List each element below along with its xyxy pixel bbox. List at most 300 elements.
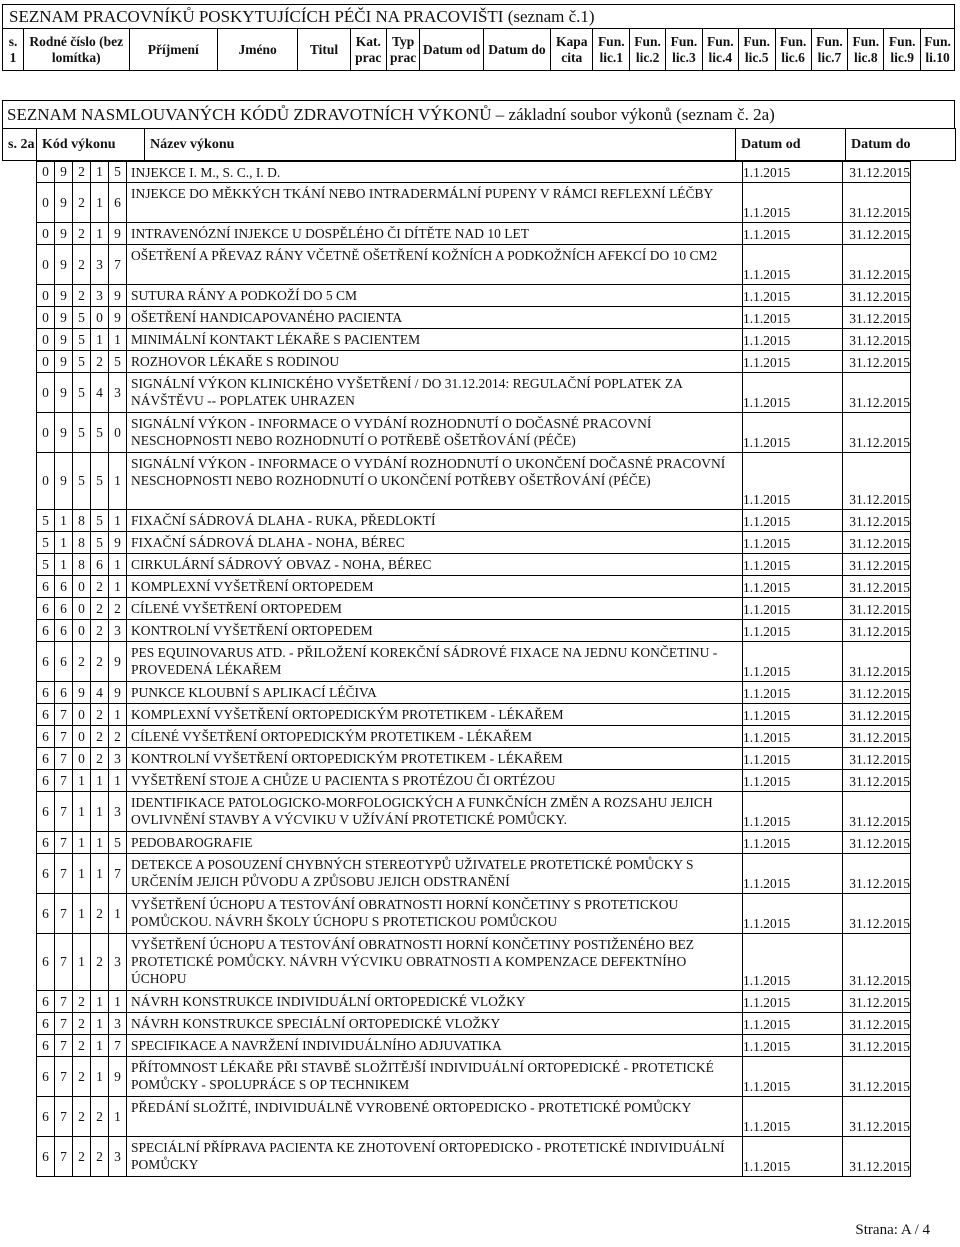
code-digit: 5 [73,351,91,373]
code-digit: 0 [37,245,55,285]
date-from: 1.1.2015 [743,285,843,307]
list1-header-19: Fun. li.10 [921,29,955,71]
table-row [37,726,911,748]
code-digit: 2 [73,991,91,1013]
code-digit: 3 [109,792,127,832]
code-digit: 5 [73,307,91,329]
date-from: 1.1.2015 [743,554,843,576]
list1-title: SEZNAM PRACOVNÍKŮ POSKYTUJÍCÍCH PÉČI NA PRACOVIŠTI (seznam č.1) [2,4,955,28]
code-digit: 8 [73,510,91,532]
code-digit: 1 [91,183,109,223]
code-digit: 5 [73,373,91,413]
code-digit: 7 [55,1035,73,1057]
table-row [37,554,911,576]
procedure-name: PŘÍTOMNOST LÉKAŘE PŘI STAVBĚ SLOŽITĚJŠÍ INDIVIDUÁLNÍ ORTOPEDICKÉ - PROTETICKÉ POMŮCKY - SPOLUPRÁCE S OP TECHNIKEM [127,1057,743,1097]
code-digit: 7 [55,832,73,854]
code-digit: 6 [37,894,55,934]
list1-header-6: Typ prac [386,29,420,71]
code-digit: 3 [109,373,127,413]
code-digit: 6 [37,726,55,748]
procedure-name: SIGNÁLNÍ VÝKON - INFORMACE O VYDÁNÍ ROZHODNUTÍ O DOČASNÉ PRACOVNÍ NESCHOPNOSTI NEBO ROZHODNUTÍ O POTŘEBĚ OŠETŘOVÁNÍ (PÉČE) [127,413,743,453]
date-to: 31.12.2015 [843,832,911,854]
code-digit: 1 [109,991,127,1013]
date-to: 31.12.2015 [843,598,911,620]
date-to: 31.12.2015 [843,576,911,598]
date-from: 1.1.2015 [743,854,843,894]
code-digit: 1 [109,704,127,726]
date-from: 1.1.2015 [743,351,843,373]
code-digit: 5 [73,453,91,510]
table-row [37,620,911,642]
list1-header-7: Datum od [420,29,483,71]
code-digit: 2 [109,726,127,748]
date-from: 1.1.2015 [743,245,843,285]
table-row [37,285,911,307]
date-to: 31.12.2015 [843,351,911,373]
date-from: 1.1.2015 [743,532,843,554]
code-digit: 1 [109,894,127,934]
code-digit: 5 [109,832,127,854]
code-digit: 2 [91,1097,109,1137]
header-date-from: Datum od [736,129,846,161]
code-digit: 5 [73,413,91,453]
code-digit: 2 [73,1097,91,1137]
list1-header-2: Příjmení [129,29,218,71]
code-digit: 9 [55,351,73,373]
code-digit: 0 [73,620,91,642]
code-digit: 2 [73,162,91,183]
list1-header-14: Fun. lic.5 [738,29,775,71]
code-digit: 6 [55,598,73,620]
date-from: 1.1.2015 [743,934,843,991]
date-from: 1.1.2015 [743,223,843,245]
code-digit: 3 [109,1013,127,1035]
code-digit: 5 [73,329,91,351]
procedure-name: FIXAČNÍ SÁDROVÁ DLAHA - NOHA, BÉREC [127,532,743,554]
table-row [37,162,911,183]
table-row [37,1057,911,1097]
procedure-name: CÍLENÉ VYŠETŘENÍ ORTOPEDEM [127,598,743,620]
table-row [37,832,911,854]
list1-header-17: Fun. lic.8 [848,29,884,71]
code-digit: 6 [55,642,73,682]
date-from: 1.1.2015 [743,704,843,726]
code-digit: 9 [55,183,73,223]
date-from: 1.1.2015 [743,307,843,329]
code-digit: 2 [91,598,109,620]
code-digit: 2 [91,726,109,748]
date-to: 31.12.2015 [843,245,911,285]
code-digit: 3 [109,748,127,770]
procedure-name: IDENTIFIKACE PATOLOGICKO-MORFOLOGICKÝCH A FUNKČNÍCH ZMĚN A ROZSAHU JEJICH OVLIVNĚNÍ STAVBY A VÝCVIKU V UŽÍVÁNÍ PROTETICKÉ POMŮCKY. [127,792,743,832]
date-to: 31.12.2015 [843,413,911,453]
header-s2a: s. 2a [3,129,37,161]
procedure-name: INTRAVENÓZNÍ INJEKCE U DOSPĚLÉHO ČI DÍTĚTE NAD 10 LET [127,223,743,245]
date-from: 1.1.2015 [743,453,843,510]
procedure-name: CÍLENÉ VYŠETŘENÍ ORTOPEDICKÝM PROTETIKEM - LÉKAŘEM [127,726,743,748]
code-digit: 9 [55,413,73,453]
code-digit: 6 [37,748,55,770]
list1-header-10: Fun. lic.1 [593,29,630,71]
code-digit: 7 [55,854,73,894]
code-digit: 1 [109,770,127,792]
code-digit: 0 [37,413,55,453]
table-row [37,245,911,285]
procedure-name: MINIMÁLNÍ KONTAKT LÉKAŘE S PACIENTEM [127,329,743,351]
code-digit: 0 [37,285,55,307]
code-digit: 6 [109,183,127,223]
code-digit: 7 [55,1013,73,1035]
header-date-to: Datum do [846,129,956,161]
procedure-name: PEDOBAROGRAFIE [127,832,743,854]
code-digit: 9 [55,453,73,510]
code-digit: 6 [37,1057,55,1097]
code-digit: 9 [109,682,127,704]
code-digit: 1 [109,554,127,576]
date-to: 31.12.2015 [843,1035,911,1057]
code-digit: 2 [109,598,127,620]
code-digit: 0 [73,598,91,620]
code-digit: 2 [91,894,109,934]
date-from: 1.1.2015 [743,1097,843,1137]
date-to: 31.12.2015 [843,642,911,682]
date-from: 1.1.2015 [743,329,843,351]
procedure-name: VYŠETŘENÍ ÚCHOPU A TESTOVÁNÍ OBRATNOSTI HORNÍ KONČETINY POSTIŽENÉHO BEZ PROTETICKÉ POMŮCKY. NÁVRH VÝCVIKU OBRATNOSTI A KOMPENZACE DEFEKTNÍHO ÚCHOPU [127,934,743,991]
code-digit: 1 [73,854,91,894]
code-digit: 0 [37,183,55,223]
code-digit: 6 [37,1013,55,1035]
date-from: 1.1.2015 [743,162,843,183]
code-digit: 2 [73,245,91,285]
code-digit: 6 [37,934,55,991]
code-digit: 9 [55,285,73,307]
code-digit: 6 [37,991,55,1013]
code-digit: 6 [55,620,73,642]
date-to: 31.12.2015 [843,854,911,894]
code-digit: 6 [55,682,73,704]
code-digit: 5 [109,351,127,373]
code-digit: 9 [55,162,73,183]
table-row [37,183,911,223]
table-row [37,351,911,373]
code-digit: 2 [73,1013,91,1035]
code-digit: 1 [55,532,73,554]
code-digit: 6 [37,854,55,894]
code-digit: 4 [91,373,109,413]
list1-header-5: Kat. prac [350,29,386,71]
code-digit: 2 [91,1137,109,1177]
table-row [37,1035,911,1057]
code-digit: 9 [73,682,91,704]
code-digit: 1 [91,832,109,854]
date-to: 31.12.2015 [843,453,911,510]
code-digit: 0 [91,307,109,329]
code-digit: 6 [37,770,55,792]
date-to: 31.12.2015 [843,183,911,223]
procedure-name: NÁVRH KONSTRUKCE INDIVIDUÁLNÍ ORTOPEDICKÉ VLOŽKY [127,991,743,1013]
table-row [37,532,911,554]
table-row [37,598,911,620]
date-to: 31.12.2015 [843,373,911,413]
table-row [37,934,911,991]
code-digit: 1 [91,162,109,183]
table-row [37,748,911,770]
date-to: 31.12.2015 [843,307,911,329]
code-digit: 6 [37,620,55,642]
date-from: 1.1.2015 [743,770,843,792]
code-digit: 2 [91,704,109,726]
table-row [37,642,911,682]
procedure-name: NÁVRH KONSTRUKCE SPECIÁLNÍ ORTOPEDICKÉ VLOŽKY [127,1013,743,1035]
code-digit: 7 [55,770,73,792]
code-digit: 1 [91,792,109,832]
code-digit: 1 [73,770,91,792]
code-digit: 2 [73,1137,91,1177]
code-digit: 7 [109,245,127,285]
code-digit: 2 [73,642,91,682]
code-digit: 1 [73,934,91,991]
code-digit: 9 [109,532,127,554]
date-to: 31.12.2015 [843,1057,911,1097]
code-digit: 5 [91,413,109,453]
staff-list-header-table [2,28,955,71]
code-digit: 9 [109,285,127,307]
procedure-name: PES EQUINOVARUS ATD. - PŘILOŽENÍ KOREKČNÍ SÁDROVÉ FIXACE NA JEDNU KONČETINU - PROVEDENÁ LÉKAŘEM [127,642,743,682]
code-digit: 7 [109,1035,127,1057]
procedure-name: KONTROLNÍ VYŠETŘENÍ ORTOPEDICKÝM PROTETIKEM - LÉKAŘEM [127,748,743,770]
date-to: 31.12.2015 [843,682,911,704]
list1-header-0: s. 1 [3,29,24,71]
list2-title: SEZNAM NASMLOUVANÝCH KÓDŮ ZDRAVOTNÍCH VÝKONŮ – základní soubor výkonů (seznam č. 2a) [2,100,955,128]
code-digit: 0 [37,351,55,373]
code-digit: 7 [55,934,73,991]
procedure-name: ROZHOVOR LÉKAŘE S RODINOU [127,351,743,373]
date-from: 1.1.2015 [743,1137,843,1177]
code-digit: 7 [109,854,127,894]
code-digit: 1 [91,329,109,351]
code-digit: 6 [37,642,55,682]
code-digit: 7 [55,748,73,770]
code-digit: 1 [109,1097,127,1137]
date-to: 31.12.2015 [843,510,911,532]
code-digit: 9 [109,1057,127,1097]
code-digit: 6 [91,554,109,576]
code-digit: 6 [37,1137,55,1177]
code-digit: 7 [55,1097,73,1137]
date-from: 1.1.2015 [743,832,843,854]
list1-header-15: Fun. lic.6 [775,29,811,71]
code-digit: 1 [55,554,73,576]
date-to: 31.12.2015 [843,285,911,307]
code-digit: 1 [91,1013,109,1035]
table-row [37,704,911,726]
page-number: Strana: A / 4 [855,1222,930,1238]
date-to: 31.12.2015 [843,1013,911,1035]
procedure-name: CIRKULÁRNÍ SÁDROVÝ OBVAZ - NOHA, BÉREC [127,554,743,576]
code-digit: 2 [91,934,109,991]
date-to: 31.12.2015 [843,792,911,832]
code-digit: 5 [37,510,55,532]
code-digit: 2 [73,1057,91,1097]
code-digit: 6 [37,576,55,598]
code-digit: 1 [109,576,127,598]
code-digit: 0 [37,223,55,245]
list1-header-1: Rodné číslo (bez lomítka) [24,29,129,71]
date-from: 1.1.2015 [743,748,843,770]
date-to: 31.12.2015 [843,748,911,770]
code-digit: 9 [55,373,73,413]
code-digit: 1 [73,894,91,934]
date-from: 1.1.2015 [743,510,843,532]
date-to: 31.12.2015 [843,894,911,934]
code-digit: 2 [91,748,109,770]
date-from: 1.1.2015 [743,413,843,453]
procedure-name: SUTURA RÁNY A PODKOŽÍ DO 5 CM [127,285,743,307]
date-to: 31.12.2015 [843,704,911,726]
code-digit: 2 [73,223,91,245]
code-digit: 0 [73,576,91,598]
date-from: 1.1.2015 [743,991,843,1013]
code-digit: 7 [55,894,73,934]
procedure-name: FIXAČNÍ SÁDROVÁ DLAHA - RUKA, PŘEDLOKTÍ [127,510,743,532]
code-digit: 2 [91,576,109,598]
date-from: 1.1.2015 [743,598,843,620]
table-row [37,329,911,351]
code-digit: 1 [91,854,109,894]
date-to: 31.12.2015 [843,620,911,642]
list1-header-8: Datum do [483,29,550,71]
date-to: 31.12.2015 [843,770,911,792]
date-to: 31.12.2015 [843,554,911,576]
code-digit: 5 [91,510,109,532]
table-row [37,307,911,329]
date-from: 1.1.2015 [743,682,843,704]
procedure-name: SIGNÁLNÍ VÝKON - INFORMACE O VYDÁNÍ ROZHODNUTÍ O UKONČENÍ DOČASNÉ PRACOVNÍ NESCHOPNOSTI NEBO ROZHODNUTÍ O UKONČENÍ POTŘEBY OŠETŘOVÁNÍ (PÉČE) [127,453,743,510]
header-code: Kód výkonu [37,129,145,161]
list1-header-13: Fun. lic.4 [702,29,738,71]
date-from: 1.1.2015 [743,620,843,642]
code-digit: 0 [37,162,55,183]
code-digit: 0 [73,704,91,726]
date-to: 31.12.2015 [843,532,911,554]
code-digit: 6 [37,1035,55,1057]
procedure-name: INJEKCE I. M., S. C., I. D. [127,162,743,183]
code-digit: 0 [37,307,55,329]
code-digit: 9 [55,223,73,245]
code-digit: 9 [109,307,127,329]
code-digit: 1 [91,991,109,1013]
code-digit: 1 [73,792,91,832]
code-digit: 1 [91,1035,109,1057]
code-digit: 7 [55,704,73,726]
procedure-name: PUNKCE KLOUBNÍ S APLIKACÍ LÉČIVA [127,682,743,704]
code-digit: 2 [73,1035,91,1057]
table-row [37,1013,911,1035]
date-from: 1.1.2015 [743,642,843,682]
code-digit: 3 [109,1137,127,1177]
code-digit: 6 [37,792,55,832]
table-row [37,854,911,894]
header-name: Název výkonu [145,129,736,161]
procedure-name: OŠETŘENÍ HANDICAPOVANÉHO PACIENTA [127,307,743,329]
date-from: 1.1.2015 [743,1057,843,1097]
date-from: 1.1.2015 [743,894,843,934]
code-digit: 7 [55,991,73,1013]
procedure-table [36,161,911,1177]
code-digit: 1 [91,223,109,245]
code-digit: 1 [73,832,91,854]
procedure-name: VYŠETŘENÍ STOJE A CHŮZE U PACIENTA S PROTÉZOU ČI ORTÉZOU [127,770,743,792]
code-digit: 2 [91,351,109,373]
code-digit: 3 [91,285,109,307]
code-digit: 9 [55,307,73,329]
table-row [37,413,911,453]
table-row [37,1137,911,1177]
procedure-name: VYŠETŘENÍ ÚCHOPU A TESTOVÁNÍ OBRATNOSTI HORNÍ KONČETINY S PROTETICKOU POMŮCKOU. NÁVRH ŠKOLY ÚCHOPU S PROTETICKOU POMŮCKOU [127,894,743,934]
list1-header-16: Fun. lic.7 [811,29,848,71]
date-to: 31.12.2015 [843,162,911,183]
table-row [37,576,911,598]
code-digit: 1 [55,510,73,532]
procedure-name: INJEKCE DO MĚKKÝCH TKÁNÍ NEBO INTRADERMÁLNÍ PUPENY V RÁMCI REFLEXNÍ LÉČBY [127,183,743,223]
date-to: 31.12.2015 [843,329,911,351]
date-to: 31.12.2015 [843,726,911,748]
code-digit: 1 [109,453,127,510]
code-digit: 2 [91,620,109,642]
table-row [37,223,911,245]
table-row [37,373,911,413]
code-digit: 5 [91,453,109,510]
date-to: 31.12.2015 [843,1097,911,1137]
code-digit: 2 [91,642,109,682]
code-digit: 8 [73,532,91,554]
procedure-name: SIGNÁLNÍ VÝKON KLINICKÉHO VYŠETŘENÍ / DO 31.12.2014: REGULAČNÍ POPLATEK ZA NÁVŠTĚVU -- POPLATEK UHRAZEN [127,373,743,413]
procedure-list-header-table [2,128,956,161]
code-digit: 6 [37,682,55,704]
table-row [37,1097,911,1137]
table-row [37,991,911,1013]
list1-header-18: Fun. lic.9 [884,29,921,71]
code-digit: 0 [109,413,127,453]
table-row [37,510,911,532]
code-digit: 7 [55,792,73,832]
code-digit: 0 [73,748,91,770]
list1-header-12: Fun. lic.3 [666,29,703,71]
procedure-name: SPECIÁLNÍ PŘÍPRAVA PACIENTA KE ZHOTOVENÍ ORTOPEDICKO - PROTETICKÉ INDIVIDUÁLNÍ POMŮCKY [127,1137,743,1177]
code-digit: 6 [37,704,55,726]
date-to: 31.12.2015 [843,1137,911,1177]
table-row [37,682,911,704]
procedure-name: DETEKCE A POSOUZENÍ CHYBNÝCH STEREOTYPŮ UŽIVATELE PROTETICKÉ POMŮCKY S URČENÍM JEJICH PŮVODU A ZPŮSOBU JEJICH ODSTRANĚNÍ [127,854,743,894]
code-digit: 9 [109,642,127,682]
table-row [37,792,911,832]
code-digit: 0 [73,726,91,748]
code-digit: 9 [55,329,73,351]
code-digit: 0 [37,373,55,413]
list1-header-9: Kapa cita [551,29,593,71]
date-from: 1.1.2015 [743,1013,843,1035]
code-digit: 6 [37,832,55,854]
code-digit: 0 [37,453,55,510]
procedure-name: KONTROLNÍ VYŠETŘENÍ ORTOPEDEM [127,620,743,642]
list1-header-4: Titul [298,29,351,71]
procedure-name: KOMPLEXNÍ VYŠETŘENÍ ORTOPEDICKÝM PROTETIKEM - LÉKAŘEM [127,704,743,726]
date-from: 1.1.2015 [743,726,843,748]
code-digit: 1 [91,770,109,792]
code-digit: 2 [73,183,91,223]
date-to: 31.12.2015 [843,991,911,1013]
date-from: 1.1.2015 [743,792,843,832]
